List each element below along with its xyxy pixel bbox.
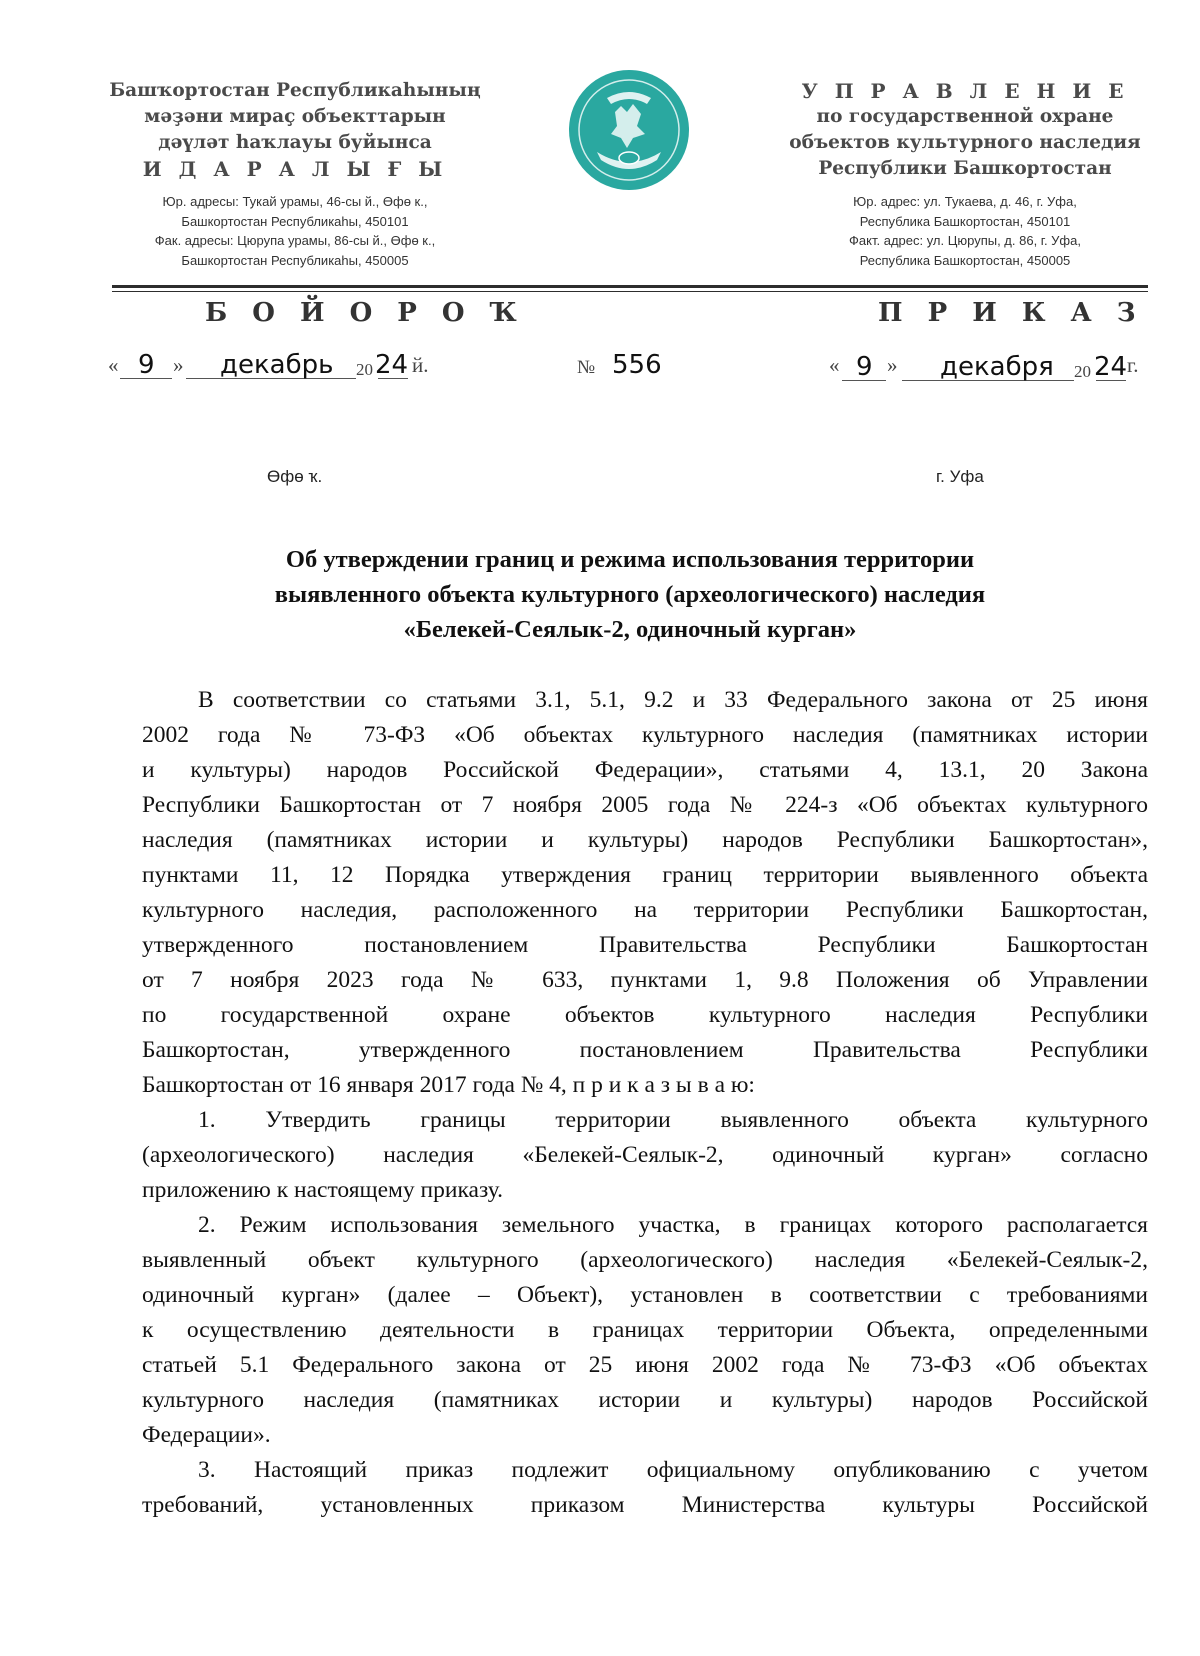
body-line: приложению к настоящему приказу. [142,1177,504,1203]
header-left-line: Башҡортостан Республикаһының [109,80,481,101]
header-right-line: У П Р А В Л Е Н И Е [801,79,1129,103]
address-line: Республика Башкортостан, 450005 [859,252,1071,268]
header-right-block [775,78,1155,270]
header-right-line: Республики Башкортостан [818,158,1112,179]
city-right: г. Уфа [936,467,984,486]
date-right-day: 9 [856,352,873,382]
body-line: 2002 года № 73-ФЗ «Об объектах культурного наследия (памятниках истории [142,722,1148,748]
date-right-year: 24 [1094,352,1128,382]
order-number: 556 [612,350,662,380]
date-left-open-quote: « [108,353,119,377]
header-right-address [775,192,1155,270]
body-line: одиночный курган» (далее – Объект), установлен в соответствии с требованиями [142,1282,1148,1308]
body-line: культурного наследия, расположенного на территории Республики Башкортостан, [142,897,1148,923]
address-line: Башкортостан Республикаhы, 450101 [181,213,409,229]
body-line: к осуществлению деятельности в границах территории Объекта, определенными [142,1317,1148,1343]
body-line: выявленный объект культурного (археологического) наследия «Белекей-Сеялык-2, [142,1247,1148,1273]
document-title-line: Об утверждении границ и режима использования территории [285,546,975,573]
document-body [142,683,1148,1523]
address-line: Фак. адресы: Цюрупа урамы, 86-сы й., Өфө к., [154,233,436,248]
date-right-open-quote: « [829,353,840,377]
body-line: и культуры) народов Российской Федерации», статьями 4, 13.1, 20 Закона [142,757,1148,783]
body-line: утвержденного постановлением Правительства Республики Башкортостан [142,932,1148,958]
header-divider-thin [112,291,1148,292]
header-right-line: объектов культурного наследия [789,132,1141,153]
date-left-suffix: й. [412,353,429,377]
header-left-block [105,78,485,270]
body-line: 1. Утвердить границы территории выявленного объекта культурного [198,1107,1148,1133]
body-line: культурного наследия (памятниках истории и культуры) народов Российской [142,1387,1148,1413]
date-right-year-prefix: 20 [1074,362,1091,381]
header-left-line: мәҙәни мираҫ объекттарын [144,106,446,127]
body-line: статьей 5.1 Федерального закона от 25 июня 2002 года № 73-ФЗ «Об объектах [142,1352,1148,1378]
city-left: Өфө ҡ. [267,467,323,486]
document-title-line: «Белекей-Сеялык-2, одиночный курган» [403,616,857,643]
body-line: требований, установленных приказом Министерства культуры Российской [142,1492,1148,1518]
date-left-close-quote: » [173,353,184,377]
date-right-suffix: г. [1127,353,1139,377]
header-left-line: дәүләт һаҡлауы буйынса [158,132,432,153]
date-left-year: 24 [375,350,409,380]
header-left-address [105,192,485,270]
header-divider-thick [112,285,1148,288]
date-left-day: 9 [138,350,155,380]
date-left-month: декабрь [220,350,334,380]
header-right-line: по государственной охране [816,106,1114,127]
address-line: Республика Башкортостан, 450101 [859,213,1071,229]
coat-of-arms-icon [567,68,691,192]
body-line: по государственной охране объектов культурного наследия Республики [142,1002,1148,1028]
body-line: пунктами 11, 12 Порядка утверждения границ территории выявленного объекта [142,862,1148,888]
order-title-bashkir: Б О Й О Р О Ҡ [205,298,525,328]
document-title [140,542,1120,647]
document-title-line: выявленного объекта культурного (археологического) наследия [274,581,986,608]
body-line: от 7 ноября 2023 года № 633, пунктами 1, 9.8 Положения об Управлении [142,967,1148,993]
address-line: Юр. адрес: ул. Тукаева, д. 46, г. Уфа, [853,194,1077,209]
address-line: Юр. адресы: Тукай урамы, 46-сы й., Өфө к., [162,194,428,209]
address-line: Факт. адрес: ул. Цюрупы, д. 86, г. Уфа, [849,233,1081,248]
date-right-month: декабря [940,352,1054,382]
header-left-line: И Д А Р А Л Ы Ғ Ы [142,157,448,181]
address-line: Башкортостан Республикаhы, 450005 [181,252,409,268]
body-line: В соответствии со статьями 3.1, 5.1, 9.2 и 33 Федерального закона от 25 июня [198,687,1148,713]
body-line: Башкортостан от 16 января 2017 года № 4, п р и к а з ы в а ю: [142,1072,755,1098]
body-line: Башкортостан, утвержденного постановлением Правительства Республики [142,1037,1148,1063]
order-number-sign: № [577,357,596,378]
order-title-russian: П Р И К А З [878,298,1144,328]
body-line: Республики Башкортостан от 7 ноября 2005 года № 224-з «Об объектах культурного [142,792,1148,818]
body-line: (археологического) наследия «Белекей-Сеялык-2, одиночный курган» согласно [142,1142,1148,1168]
date-right-close-quote: » [887,353,898,377]
date-left-year-prefix: 20 [356,360,373,379]
body-line: Федерации». [142,1422,271,1448]
body-line: 3. Настоящий приказ подлежит официальному опубликованию с учетом [198,1457,1148,1483]
body-line: 2. Режим использования земельного участка, в границах которого располагается [198,1212,1148,1238]
body-line: наследия (памятниках истории и культуры) народов Республики Башкортостан», [142,827,1148,853]
